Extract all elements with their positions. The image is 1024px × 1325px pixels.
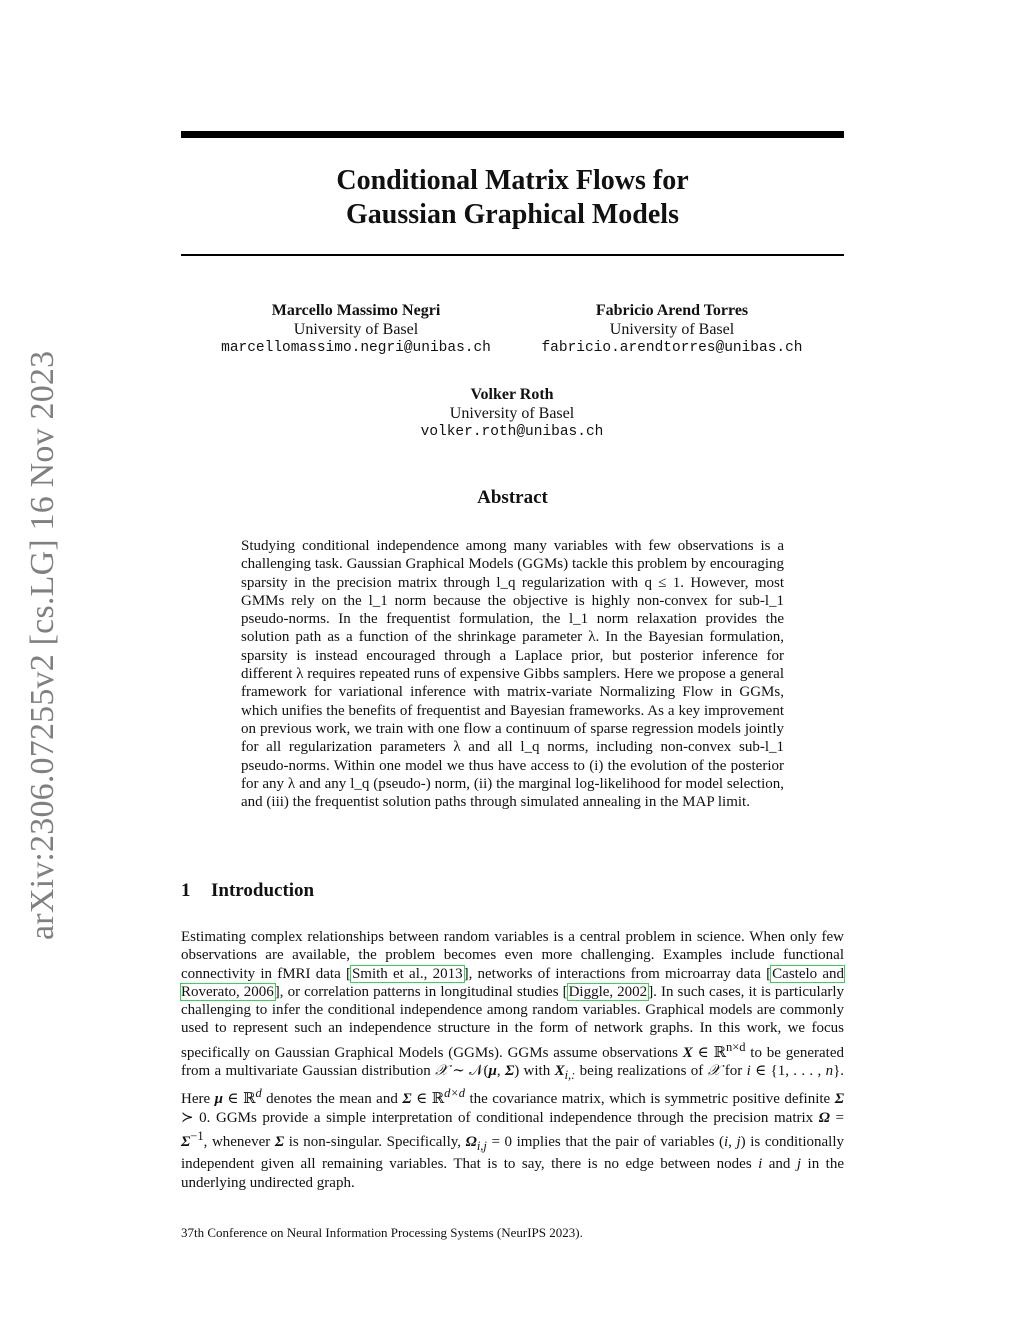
intro-text: in the underlying undirected graph. [181,1156,844,1191]
intro-text: ], or correlation patterns in longitudinal studies [ [274,983,568,1000]
intro-text: ∼ 𝒩( [447,1063,489,1080]
section-number: 1 [181,880,191,901]
citation-link[interactable]: Smith et al., 2013 [351,965,463,982]
author-name: Volker Roth [470,386,554,403]
section-title: Introduction [211,880,315,901]
abstract-heading: Abstract [477,487,548,508]
intro-text: is non-singular. Specifically, [284,1133,466,1150]
math-subscript: i,j [476,1138,487,1153]
author-block [516,301,828,358]
intro-text: being realizations of [575,1063,708,1080]
intro-text: ∈ ℝ [692,1044,726,1061]
author-affiliation: University of Basel [449,405,575,422]
title-line-2: Gaussian Graphical Models [346,199,679,230]
math-symbol: 𝒳 [435,1063,448,1080]
intro-text: = [829,1109,845,1126]
intro-text: }. Here [181,1063,845,1108]
math-symbol: Ω [818,1109,830,1126]
author-affiliation: University of Basel [609,321,735,338]
author-name: Marcello Massimo Negri [271,302,441,319]
math-superscript: n×d [725,1039,746,1054]
citation-link[interactable]: Diggle, 2002 [568,983,648,1000]
math-symbol: Σ [834,1091,844,1108]
math-symbol: 𝒳 [707,1063,721,1080]
conference-footnote: 37th Conference on Neural Information Processing Systems (NeurIPS 2023). [181,1225,583,1240]
author-email[interactable]: marcellomassimo.negri@unibas.ch [221,340,491,356]
math-superscript: d [255,1086,262,1101]
intro-text: ∈ ℝ [222,1091,256,1108]
math-symbol: i, j [724,1133,741,1150]
title-top-rule [181,131,844,138]
section-heading [181,880,581,902]
math-symbol: Σ [402,1091,412,1108]
author-email[interactable]: fabricio.arendtorres@unibas.ch [541,340,803,356]
intro-text: , [496,1063,505,1080]
intro-text: to be generated from a multivariate Gaussian distribution [181,1044,844,1080]
author-email[interactable]: volker.roth@unibas.ch [420,424,604,440]
intro-text: ) with [514,1063,555,1080]
math-symbol: X [682,1044,693,1061]
math-subscript: i,: [564,1068,576,1083]
title-line-1: Conditional Matrix Flows for [336,165,689,196]
math-symbol: i [746,1063,751,1080]
intro-text: and [762,1156,797,1173]
math-superscript: −1 [190,1128,204,1143]
math-symbol: Σ [274,1133,285,1150]
intro-text: ≻ 0. GGMs provide a simple interpretation of conditional independence through the precision matrix [181,1109,819,1126]
math-symbol: Σ [504,1063,515,1080]
math-symbol: X [554,1063,565,1080]
math-superscript: d×d [444,1086,466,1101]
author-block [200,301,512,358]
math-symbol: μ [214,1091,223,1108]
introduction-paragraph [181,928,844,1192]
author-block [356,385,668,442]
intro-text: denotes the mean and [261,1091,403,1108]
math-symbol: Σ [181,1133,191,1150]
math-symbol: μ [488,1063,497,1080]
intro-text: the covariance matrix, which is symmetric positive definite [465,1091,835,1108]
author-affiliation: University of Basel [293,321,419,338]
intro-text: ], networks of interactions from microarray data [ [463,965,772,982]
abstract-text: Studying conditional independence among many variables with few observations is a challenging task. Gaussian Graphical Models (GGMs) tackle this problem by encouraging sparsity in the precision matrix through l_q regularization with q ≤ 1. However, most GMMs rely on the l_1 norm because the objective is highly non-convex for sub-l_1 pseudo-norms. In the frequentist formulation, the l_1 norm relaxation provides the solution path as a function of the shrinkage parameter λ. In the Bayesian formulation, sparsity is instead encouraged through a Laplace prior, but posterior inference for different λ requires repeated runs of expensive Gibbs samplers. Here we propose a general framework for variational inference with matrix-variate Normalizing Flow in GGMs, which unifies the benefits of frequentist and Bayesian frameworks. As a key improvement on previous work, we train with one flow a continuum of sparse regression models jointly for all regularization parameters λ and all l_q norms, including non-convex sub-l_1 pseudo-norms. Within one model we thus have access to (i) the evolution of the posterior for any λ and any l_q (pseudo-) norm, (ii) the marginal log-likelihood for model selection, and (iii) the frequentist solution paths through simulated annealing in the MAP limit. [241,538,784,811]
intro-text: for [720,1063,747,1080]
citation-link[interactable]: Castelo and Roverato, 2006 [181,965,845,1000]
math-symbol: j [796,1156,802,1173]
math-symbol: Ω [465,1133,477,1150]
intro-text: , whenever [203,1133,275,1150]
paper-title [181,164,844,232]
intro-text: ∈ {1, . . . , [750,1063,826,1080]
intro-text: = 0 implies that the pair of variables ( [486,1133,724,1150]
intro-text: ) is conditionally independent given all remaining variables. That is to say, there is no edge between nodes [181,1133,844,1173]
intro-text: Estimating complex relationships between random variables is a central problem in science. When only few observations are available, the problem becomes even more challenging. Examples include functional connectivity in fMRI data [ [181,929,844,982]
math-symbol: n [825,1063,834,1080]
intro-text: ∈ ℝ [411,1091,445,1108]
arxiv-identifier[interactable]: arXiv:2306.07255v2 [cs.LG] 16 Nov 2023 [24,350,61,940]
title-bottom-rule [181,254,844,256]
math-symbol: i [758,1156,763,1173]
intro-text: ]. In such cases, it is particularly challenging to infer the conditional independence among random variables. Graphical models are commonly used to represent such an independence structure in the form of network graphs. In this work, we focus specifically on Gaussian Graphical Models (GGMs). GGMs assume observations [181,983,845,1061]
author-name: Fabricio Arend Torres [595,302,749,319]
